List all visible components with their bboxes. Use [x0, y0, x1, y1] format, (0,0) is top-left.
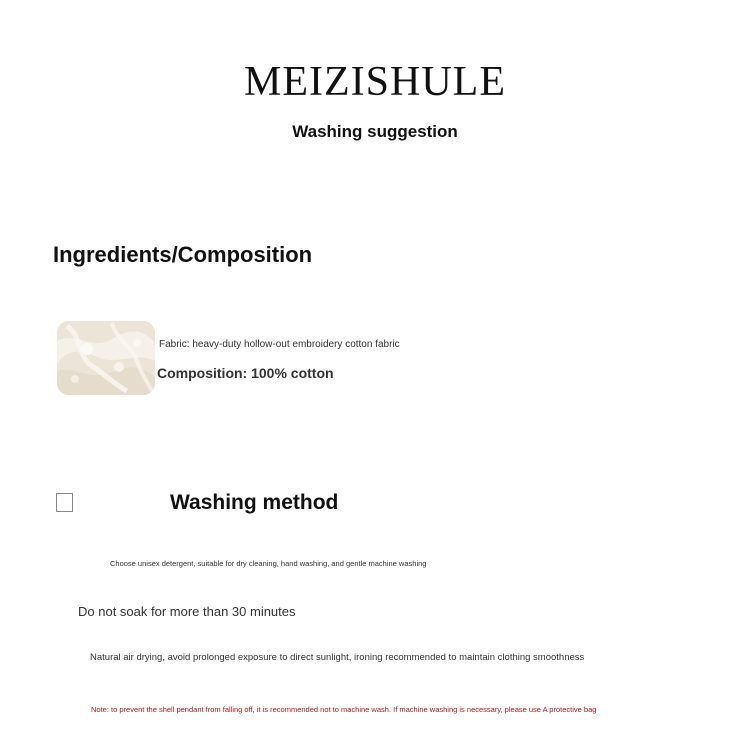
washing-method-heading: Washing method — [170, 491, 339, 514]
fabric-description: Fabric: heavy-duty hollow-out embroidery cotton fabric — [159, 339, 400, 350]
washing-checkbox-icon — [56, 493, 73, 512]
detergent-instruction: Choose unisex detergent, suitable for dry cleaning, hand washing, and gentle machine washing — [110, 559, 427, 568]
brand-logo: MEIZISHULE — [244, 59, 506, 105]
drying-instruction: Natural air drying, avoid prolonged exposure to direct sunlight, ironing recommended to maintain clothing smoothness — [90, 652, 585, 663]
page-subtitle: Washing suggestion — [292, 122, 458, 141]
fabric-swatch-image — [57, 321, 155, 395]
composition-heading: Ingredients/Composition — [53, 242, 313, 267]
soak-instruction: Do not soak for more than 30 minutes — [78, 604, 296, 619]
machine-wash-note: Note: to prevent the shell pendant from falling off, it is recommended not to machine wash. If machine washing is necessary, please use A protective bag — [91, 705, 597, 714]
composition-value: Composition: 100% cotton — [157, 365, 334, 381]
